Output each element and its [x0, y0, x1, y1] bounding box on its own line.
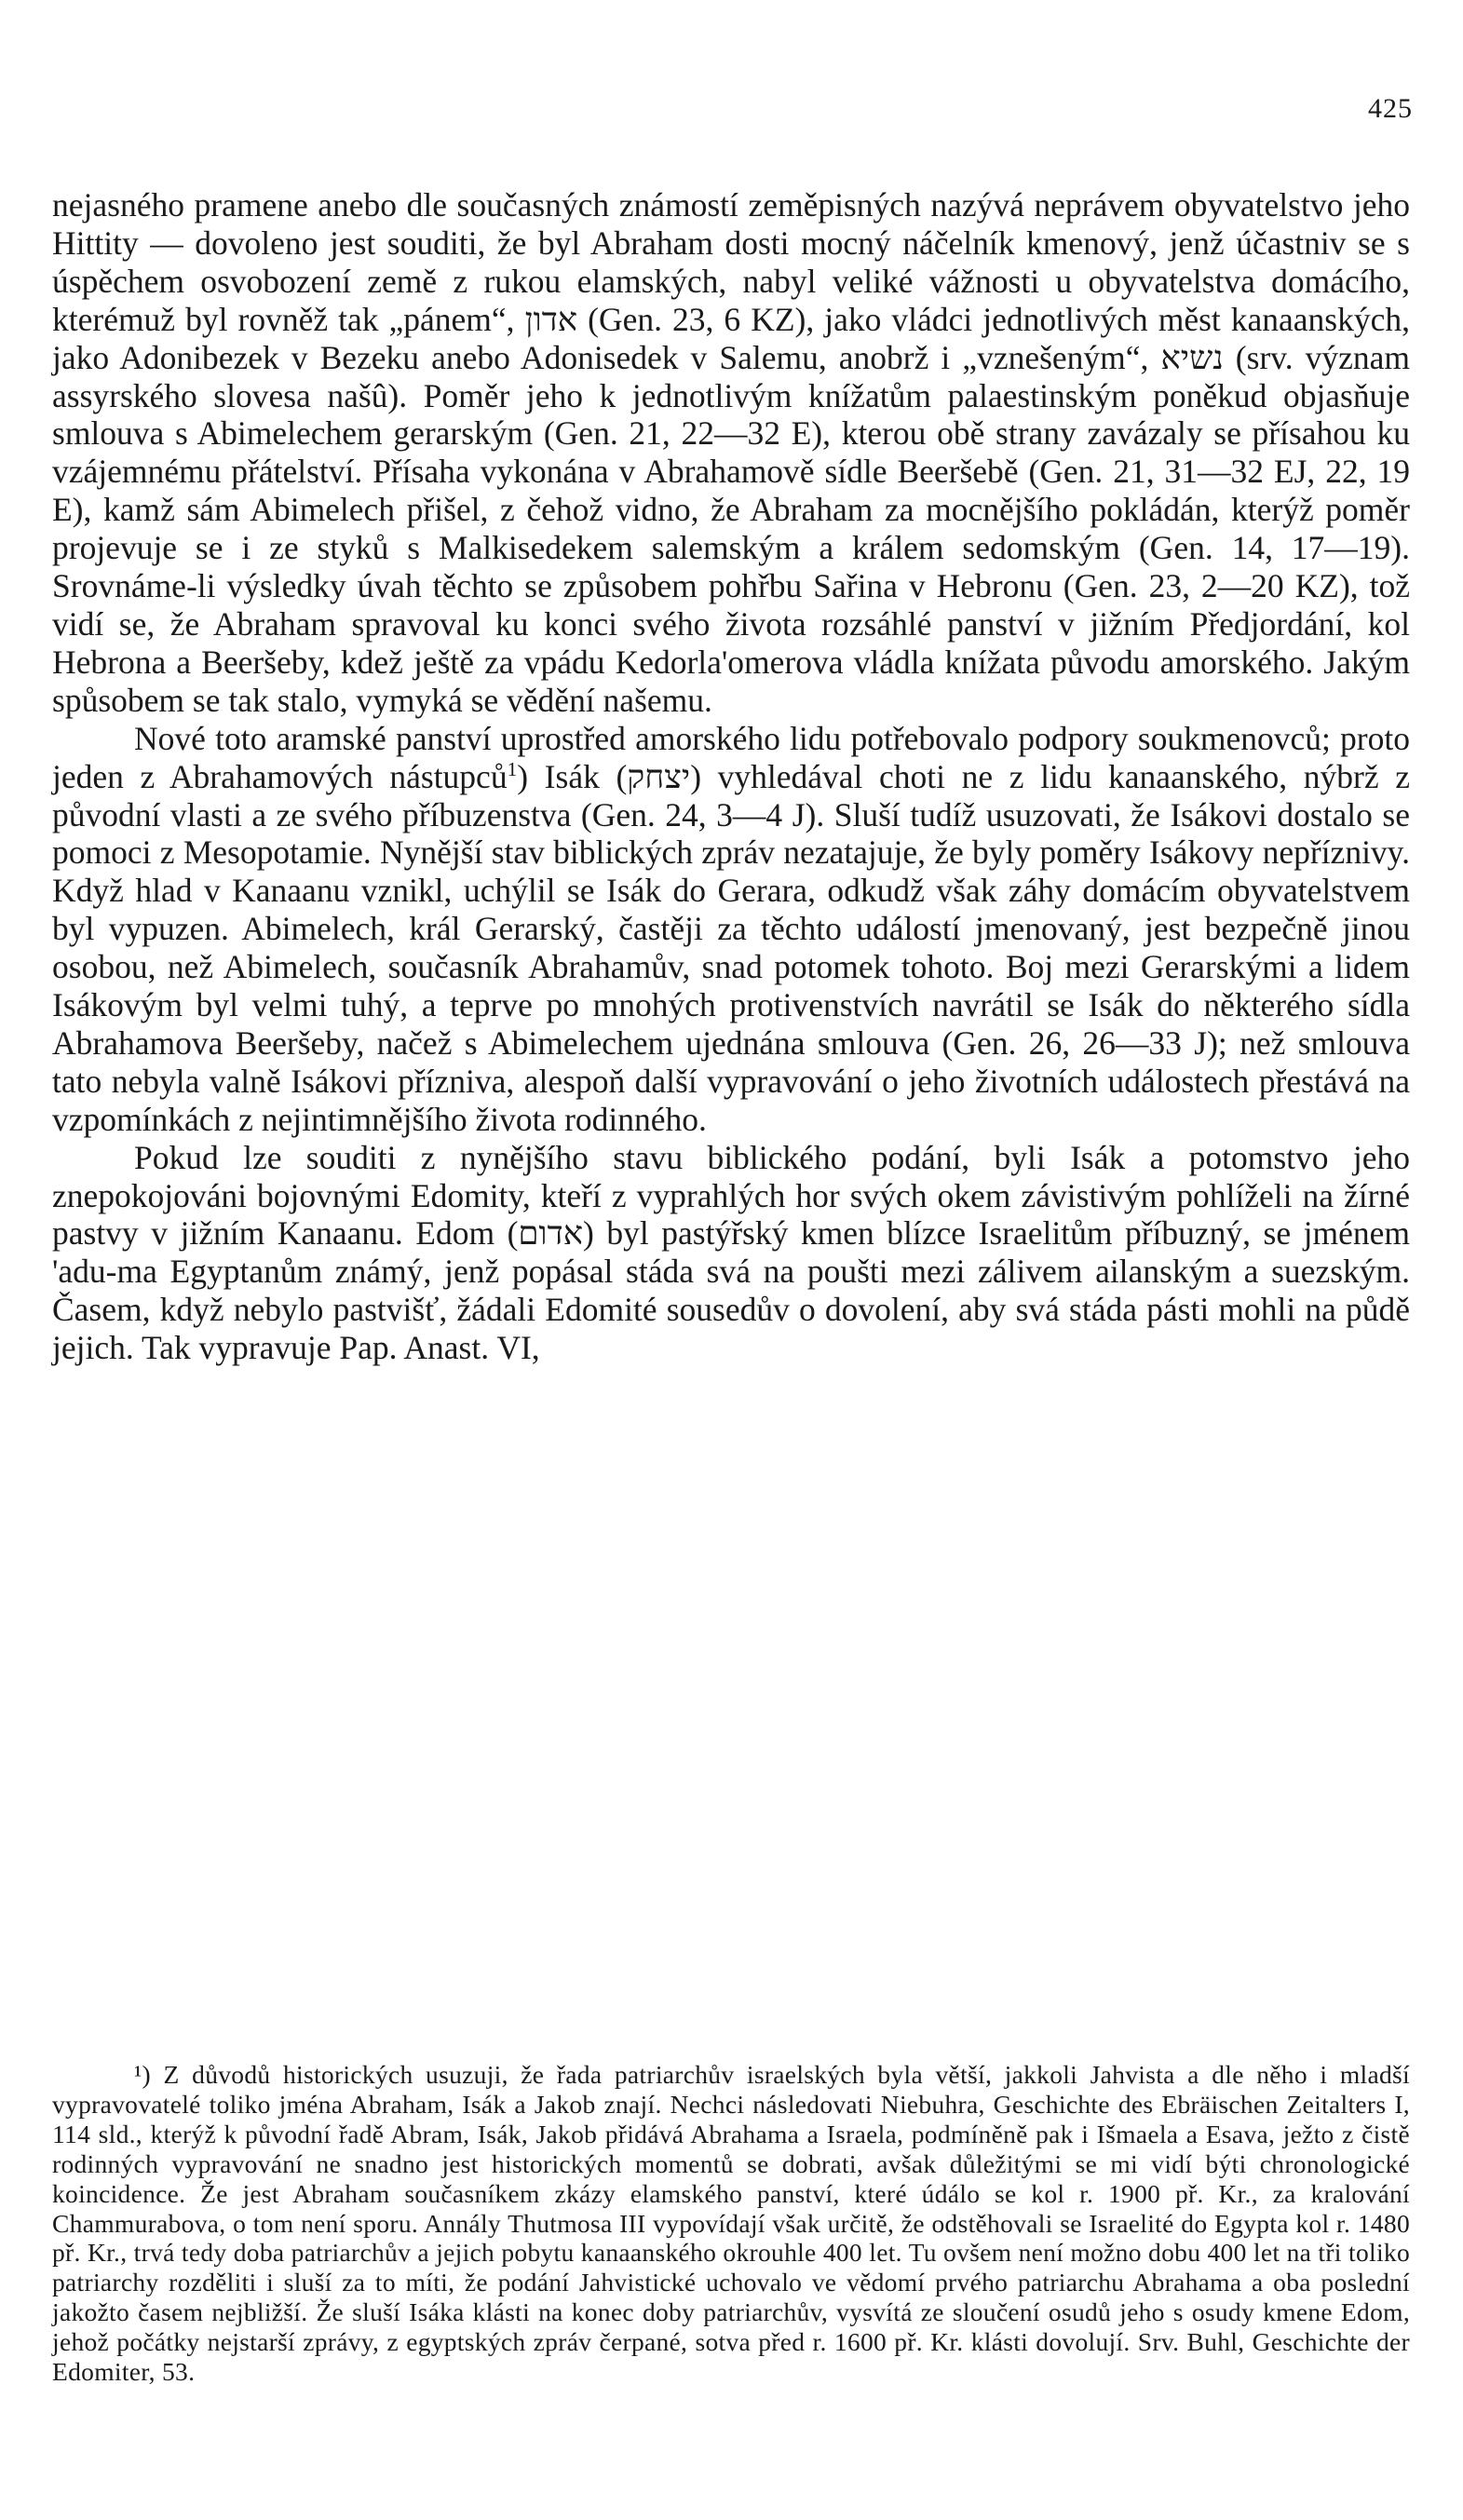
paragraph-3: Pokud lze souditi z nynějšího stavu biblického podání, byli Isák a potomstvo jeho znepokojováni bojovnými Edomity, kteří z vyprahlých hor svých okem závistivým pohlíželi na žírné pastvy v jižním Kanaanu. Edom (אדום) byl pastýřský kmen blízce Israelitům příbuzný, se jménem 'adu-ma Egyptanům známý, jenž popásal stáda svá na poušti mezi zálivem ailanským a suezským. Časem, když nebylo pastvišť, žádali Edomité sousedův o dovolení, aby svá stáda pásti mohli na půdě jejich. Tak vypravuje Pap. Anast. VI, [52, 1138, 1410, 1367]
paragraph-1: nejasného pramene anebo dle současných známostí zeměpisných nazývá neprávem obyvatelstvo jeho Hittity — dovoleno jest souditi, že byl Abraham dosti mocný náčelník kmenový, jenž účastniv se s úspěchem osvobození země z rukou elamských, nabyl veliké vážnosti u obyvatelstva domácího, kterémuž byl rovněž tak „pánem“, אדון (Gen. 23, 6 KZ), jako vládci jednotlivých měst kanaanských, jako Adonibezek v Bezeku anebo Adonisedek v Salemu, anobrž i „vznešeným“, נשיא (srv. význam assyrského slovesa našû). Poměr jeho k jednotlivým knížatům palaestinským poněkud objasňuje smlouva s Abimelechem gerarským (Gen. 21, 22—32 E), kterou obě strany zavázaly se přísahou ku vzájemnému přátelství. Přísaha vykonána v Abrahamově sídle Beeršebě (Gen. 21, 31—32 EJ, 22, 19 E), kamž sám Abimelech přišel, z čehož vidno, že Abraham za mocnějšího pokládán, kterýž poměr projevuje se i ze styků s Malkisedekem salemským a králem sedomským (Gen. 14, 17—19). Srovnáme-li výsledky úvah těchto se způsobem pohřbu Sařina v Hebronu (Gen. 23, 2—20 KZ), tož vidí se, že Abraham spravoval ku konci svého života rozsáhlé panství v jižním Předjordání, kol Hebrona a Beeršeby, kdež ještě za vpádu Kedorla'omerova vládla knížata původu amorského. Jakým spůsobem se tak stalo, vymyká se vědění našemu. [52, 186, 1411, 719]
main-text [52, 186, 1410, 1367]
footnote-marker: 1 [507, 757, 518, 780]
footnotes [52, 2060, 1410, 2387]
page-number: 425 [1368, 93, 1413, 124]
paragraph-2-part-a: Nové toto aramské panství uprostřed amorského lidu potřebovalo podpory soukmenovců; proto jeden z Abrahamových nástupců [52, 719, 1410, 795]
paragraph-2-part-b: ) Isák (יצחק) vyhledával choti ne z lidu kanaanského, nýbrž z původní vlasti a ze svého příbuzenstva (Gen. 24, 3—4 J). Sluší tudíž usuzovati, že Isákovi dostalo se pomoci z Mesopotamie. Nynější stav biblických zpráv nezatajuje, že byly poměry Isákovy nepříznivy. Když hlad v Kanaanu vznikl, uchýlil se Isák do Gerara, odkudž však záhy domácím obyvatelstvem byl vypuzen. Abimelech, král Gerarský, častěji za těchto událostí jmenovaný, jest bezpečně jinou osobou, než Abimelech, současník Abrahamův, snad potomek tohoto. Boj mezi Gerarskými a lidem Isákovým byl velmi tuhý, a teprve po mnohých protivenstvích navrátil se Isák do některého sídla Abrahamova Beeršeby, načež s Abimelechem ujednána smlouva (Gen. 26, 26—33 J); než smlouva tato nebyla valně Isákovi přízniva, alespoň další vypravování o jeho životních událostech přestává na vzpomínkách z nejintimnějšího života rodinného. [52, 757, 1410, 1138]
footnote-1: ¹) Z důvodů historických usuzuji, že řada patriarchův israelských byla větší, jakkoli Jahvista a dle něho i mladší vypravovatelé toliko jména Abraham, Isák a Jakob znají. Nechci následovati Niebuhra, Geschichte des Ebräischen Zeitalters I, 114 sld., kterýž k původní řadě Abram, Isák, Jakob přidává Abrahama a Israela, podmíněně pak i Išmaela a Esava, ježto z čistě rodinných vypravování ne snadno jest historických momentů se dobrati, avšak důležitými se mi vidí býti chronologické koincidence. Že jest Abraham současníkem zkázy elamského panství, které údálo se kol r. 1900 př. Kr., za kralování Chammurabova, o tom není sporu. Annály Thutmosa III vypovídají však určitě, že odstěhovali se Israelité do Egypta kol r. 1480 př. Kr., trvá tedy doba patriarchův a jejich pobytu kanaanského okrouhle 400 let. Tu ovšem není možno dobu 400 let na tři toliko patriarchy rozděliti i sluší za to míti, že podání Jahvistické uchovalo ve vědomí prvého patriarchu Abrahama a oba poslední jakožto časem nejbližší. Že sluší Isáka klásti na konec doby patriarchův, vysvítá ze sloučení osudů jeho s osudy kmene Edom, jehož počátky nejstarší zprávy, z egyptských zpráv čerpané, sotva před r. 1600 př. Kr. klásti dovolují. Srv. Buhl, Geschichte der Edomiter, 53. [52, 2060, 1410, 2387]
paragraph-2 [52, 720, 1410, 1139]
